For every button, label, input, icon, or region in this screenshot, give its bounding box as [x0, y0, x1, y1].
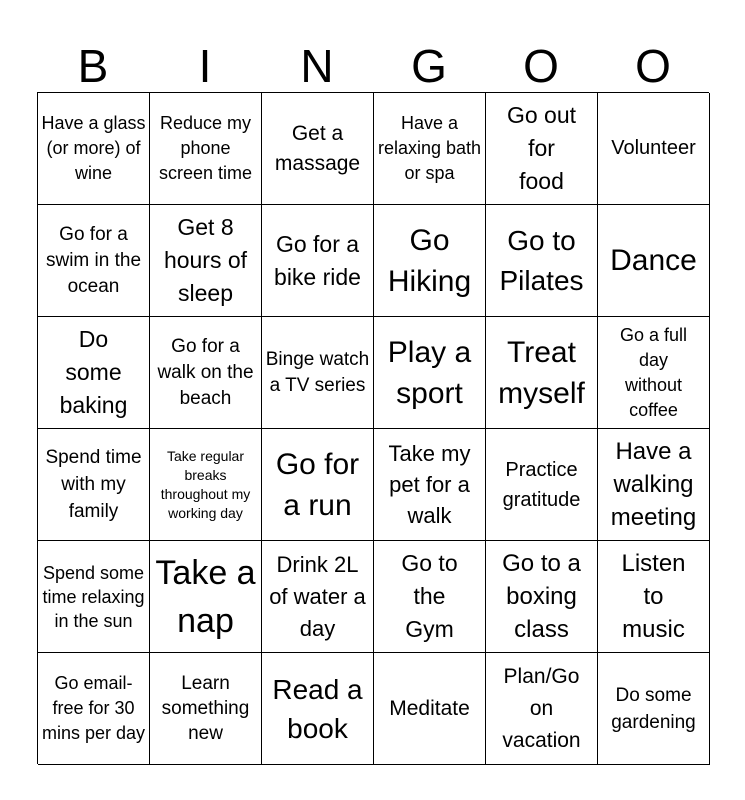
bingo-cell[interactable]: [486, 429, 598, 541]
bingo-board: [37, 92, 709, 764]
cell-text: Have a walking meeting: [610, 438, 697, 531]
cell-text: Take my pet for a walk: [388, 441, 471, 528]
bingo-cell[interactable]: [38, 93, 150, 205]
header-letter: O: [635, 40, 671, 92]
cell-text: Learn something new: [161, 673, 250, 744]
cell-text: Take a nap: [155, 553, 256, 640]
cell-text: Meditate: [389, 697, 470, 720]
cell-text: Go for a walk on the beach: [157, 335, 254, 409]
bingo-cell[interactable]: [150, 429, 262, 541]
bingo-cell[interactable]: [262, 541, 374, 653]
cell-text: Go a full day without coffee: [619, 324, 688, 420]
bingo-cell[interactable]: [150, 541, 262, 653]
bingo-cell[interactable]: [38, 429, 150, 541]
bingo-cell[interactable]: [38, 205, 150, 317]
cell-text: Do some baking: [59, 326, 128, 418]
cell-text: Play a sport: [387, 335, 472, 410]
bingo-cell[interactable]: [262, 653, 374, 765]
bingo-cell[interactable]: [598, 93, 710, 205]
cell-text: Listen to music: [621, 550, 686, 643]
header-letter: B: [77, 40, 109, 92]
bingo-cell[interactable]: [38, 653, 150, 765]
cell-text: Go for a swim in the ocean: [45, 223, 142, 297]
cell-text: Practice gratitude: [502, 458, 581, 511]
bingo-cell[interactable]: [38, 317, 150, 429]
header-letter: G: [411, 40, 447, 92]
bingo-cell[interactable]: [598, 317, 710, 429]
bingo-cell[interactable]: [598, 429, 710, 541]
cell-text: Do some gardening: [611, 684, 696, 733]
cell-text: Go for a bike ride: [274, 230, 361, 290]
cell-text: Dance: [610, 244, 697, 277]
bingo-cell[interactable]: [374, 317, 486, 429]
bingo-cell[interactable]: [486, 541, 598, 653]
cell-text: Reduce my phone screen time: [158, 113, 253, 183]
header-letter: N: [300, 40, 334, 92]
cell-text: Take regular breaks throughout my working day: [160, 447, 251, 521]
cell-text: Go to a boxing class: [502, 550, 581, 643]
cell-text: Spend time with my family: [45, 447, 142, 522]
cell-text: Have a relaxing bath or spa: [377, 113, 482, 183]
cell-text: Binge watch a TV series: [265, 348, 370, 396]
cell-text: Treat myself: [498, 335, 585, 410]
cell-text: Plan/Go on vacation: [502, 664, 581, 752]
cell-text: Spend some time relaxing in the sun: [42, 562, 145, 631]
cell-text: Go for a run: [275, 447, 360, 522]
cell-text: Go to the Gym: [401, 550, 458, 642]
bingo-cell[interactable]: [598, 541, 710, 653]
cell-text: Have a glass (or more) of wine: [41, 113, 146, 183]
bingo-cell[interactable]: [262, 317, 374, 429]
cell-text: Go to Pilates: [499, 224, 584, 296]
bingo-cell[interactable]: [486, 653, 598, 765]
bingo-cell[interactable]: [486, 317, 598, 429]
bingo-cell[interactable]: [150, 205, 262, 317]
cell-text: Go email-free for 30 mins per day: [41, 673, 146, 743]
bingo-cell[interactable]: [150, 317, 262, 429]
bingo-cell[interactable]: [486, 93, 598, 205]
bingo-cell[interactable]: [150, 653, 262, 765]
cell-text: Volunteer: [611, 137, 696, 159]
bingo-cell[interactable]: [374, 541, 486, 653]
bingo-cell[interactable]: [262, 429, 374, 541]
bingo-header: [37, 40, 709, 92]
cell-text: Get 8 hours of sleep: [163, 214, 248, 306]
cell-text: Get a massage: [274, 121, 361, 175]
bingo-cell[interactable]: [374, 429, 486, 541]
bingo-cell[interactable]: [598, 653, 710, 765]
bingo-cell[interactable]: [262, 205, 374, 317]
cell-text: Drink 2L of water a day: [269, 551, 366, 641]
header-letter: I: [198, 40, 212, 92]
bingo-cell[interactable]: [262, 93, 374, 205]
bingo-cell[interactable]: [486, 205, 598, 317]
cell-text: Go Hiking: [387, 223, 472, 298]
bingo-cell[interactable]: [374, 93, 486, 205]
header-letter: O: [523, 40, 559, 92]
bingo-cell[interactable]: [598, 205, 710, 317]
bingo-cell[interactable]: [374, 205, 486, 317]
bingo-cell[interactable]: [150, 93, 262, 205]
bingo-cell[interactable]: [374, 653, 486, 765]
cell-text: Read a book: [272, 673, 363, 744]
cell-text: Go out for food: [506, 102, 577, 194]
bingo-cell[interactable]: [38, 541, 150, 653]
